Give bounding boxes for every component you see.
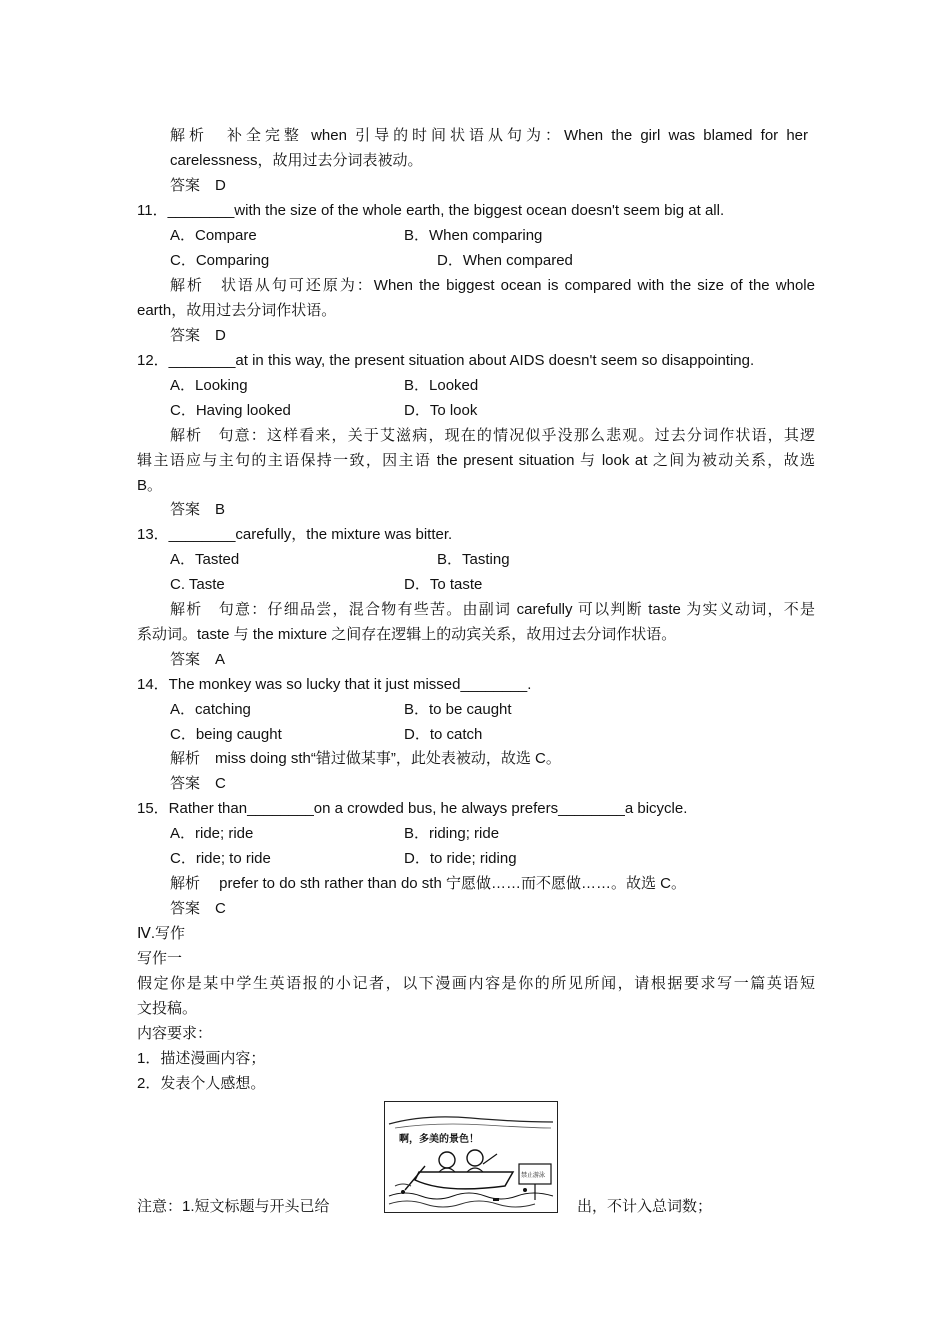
q14-option-d: D．to catch	[404, 726, 483, 743]
q13-stem: 13．________carefully，the mixture was bitter.	[137, 526, 453, 543]
q13-analysis-line1: 解析 句意：仔细品尝，混合物有些苦。由副词 carefully 可以判断 taste 为实义动词，不是	[170, 601, 815, 618]
q11-option-a: A．Compare	[170, 227, 257, 244]
requirement-2: 2．发表个人感想。	[137, 1075, 266, 1092]
q14-option-b: B．to be caught	[404, 701, 512, 718]
q13-answer: 答案 A	[170, 651, 226, 668]
note-after-image: 出，不计入总词数；	[577, 1198, 713, 1215]
q11-answer: 答案 D	[170, 327, 226, 344]
q11-option-c: C．Comparing	[170, 252, 270, 269]
cartoon-sign-text: 禁止游泳	[521, 1172, 546, 1179]
q15-option-a: A．ride; ride	[170, 825, 254, 842]
q11-stem: 11．________with the size of the whole earth, the biggest ocean doesn't seem big at all.	[137, 202, 725, 219]
q13-analysis-line2: 系动词。taste 与 the mixture 之间存在逻辑上的动宾关系，故用过去分词作状语。	[137, 626, 677, 643]
q13-option-d: D．To taste	[404, 576, 483, 593]
q14-option-c: C．being caught	[170, 726, 282, 743]
q12-stem: 12．________at in this way, the present situation about AIDS doesn't seem so disappointing.	[137, 352, 755, 369]
q12-option-a: A．Looking	[170, 377, 248, 394]
q14-analysis: 解析 miss doing sth“错过做某事”，此处表被动，故选 C。	[170, 750, 561, 767]
q11-analysis-line1: 解析 状语从句可还原为：When the biggest ocean is compared with the size of the whole	[170, 277, 815, 294]
writing-prompt-line2: 文投稿。	[137, 1000, 198, 1017]
q13-option-c: C. Taste	[170, 576, 225, 593]
cartoon-caption: 啊，多美的景色！	[399, 1134, 479, 1145]
q12-analysis-line3: B。	[137, 477, 163, 494]
q12-answer: 答案 B	[170, 501, 226, 518]
cartoon-illustration	[385, 1102, 557, 1212]
requirements-title: 内容要求：	[137, 1025, 213, 1042]
writing-subsection-title: 写作一	[137, 950, 183, 967]
q11-analysis-line2: earth，故用过去分词作状语。	[137, 302, 337, 319]
q13-option-a: A．Tasted	[170, 551, 240, 568]
q10-analysis-line1: 解析 补全完整 when 引导的时间状语从句为：When the girl was blamed for her	[170, 127, 808, 144]
requirement-1: 1．描述漫画内容；	[137, 1050, 266, 1067]
q15-option-c: C．ride; to ride	[170, 850, 271, 867]
q10-analysis-line2: carelessness，故用过去分词表被动。	[170, 152, 423, 169]
writing-prompt-line1: 假定你是某中学生英语报的小记者，以下漫画内容是你的所见所闻，请根据要求写一篇英语短	[137, 975, 815, 992]
cartoon-image	[384, 1101, 558, 1213]
q14-stem: 14．The monkey was so lucky that it just missed________.	[137, 676, 532, 693]
q12-analysis-line2: 辑主语应与主句的主语保持一致，因主语 the present situation 与 look at 之间为被动关系，故选	[137, 452, 815, 469]
q14-option-a: A．catching	[170, 701, 251, 718]
q14-answer: 答案 C	[170, 775, 226, 792]
q12-option-d: D．To look	[404, 402, 478, 419]
q12-option-b: B．Looked	[404, 377, 479, 394]
q11-option-d: D．When compared	[437, 252, 573, 269]
q13-option-b: B．Tasting	[437, 551, 510, 568]
note-before-image: 注意：1.短文标题与开头已给	[137, 1198, 330, 1215]
q10-answer: 答案 D	[170, 177, 226, 194]
q15-answer: 答案 C	[170, 900, 226, 917]
q12-option-c: C．Having looked	[170, 402, 291, 419]
q15-stem: 15．Rather than________on a crowded bus, he always prefers________a bicycle.	[137, 800, 688, 817]
q15-option-b: B．riding; ride	[404, 825, 500, 842]
writing-section-title: Ⅳ.写作	[137, 925, 186, 942]
q11-option-b: B．When comparing	[404, 227, 543, 244]
q12-analysis-line1: 解析 句意：这样看来，关于艾滋病，现在的情况似乎没那么悲观。过去分词作状语，其逻	[170, 427, 815, 444]
q15-option-d: D．to ride; riding	[404, 850, 517, 867]
q15-analysis: 解析 prefer to do sth rather than do sth 宁愿做……而不愿做……。故选 C。	[170, 875, 686, 892]
